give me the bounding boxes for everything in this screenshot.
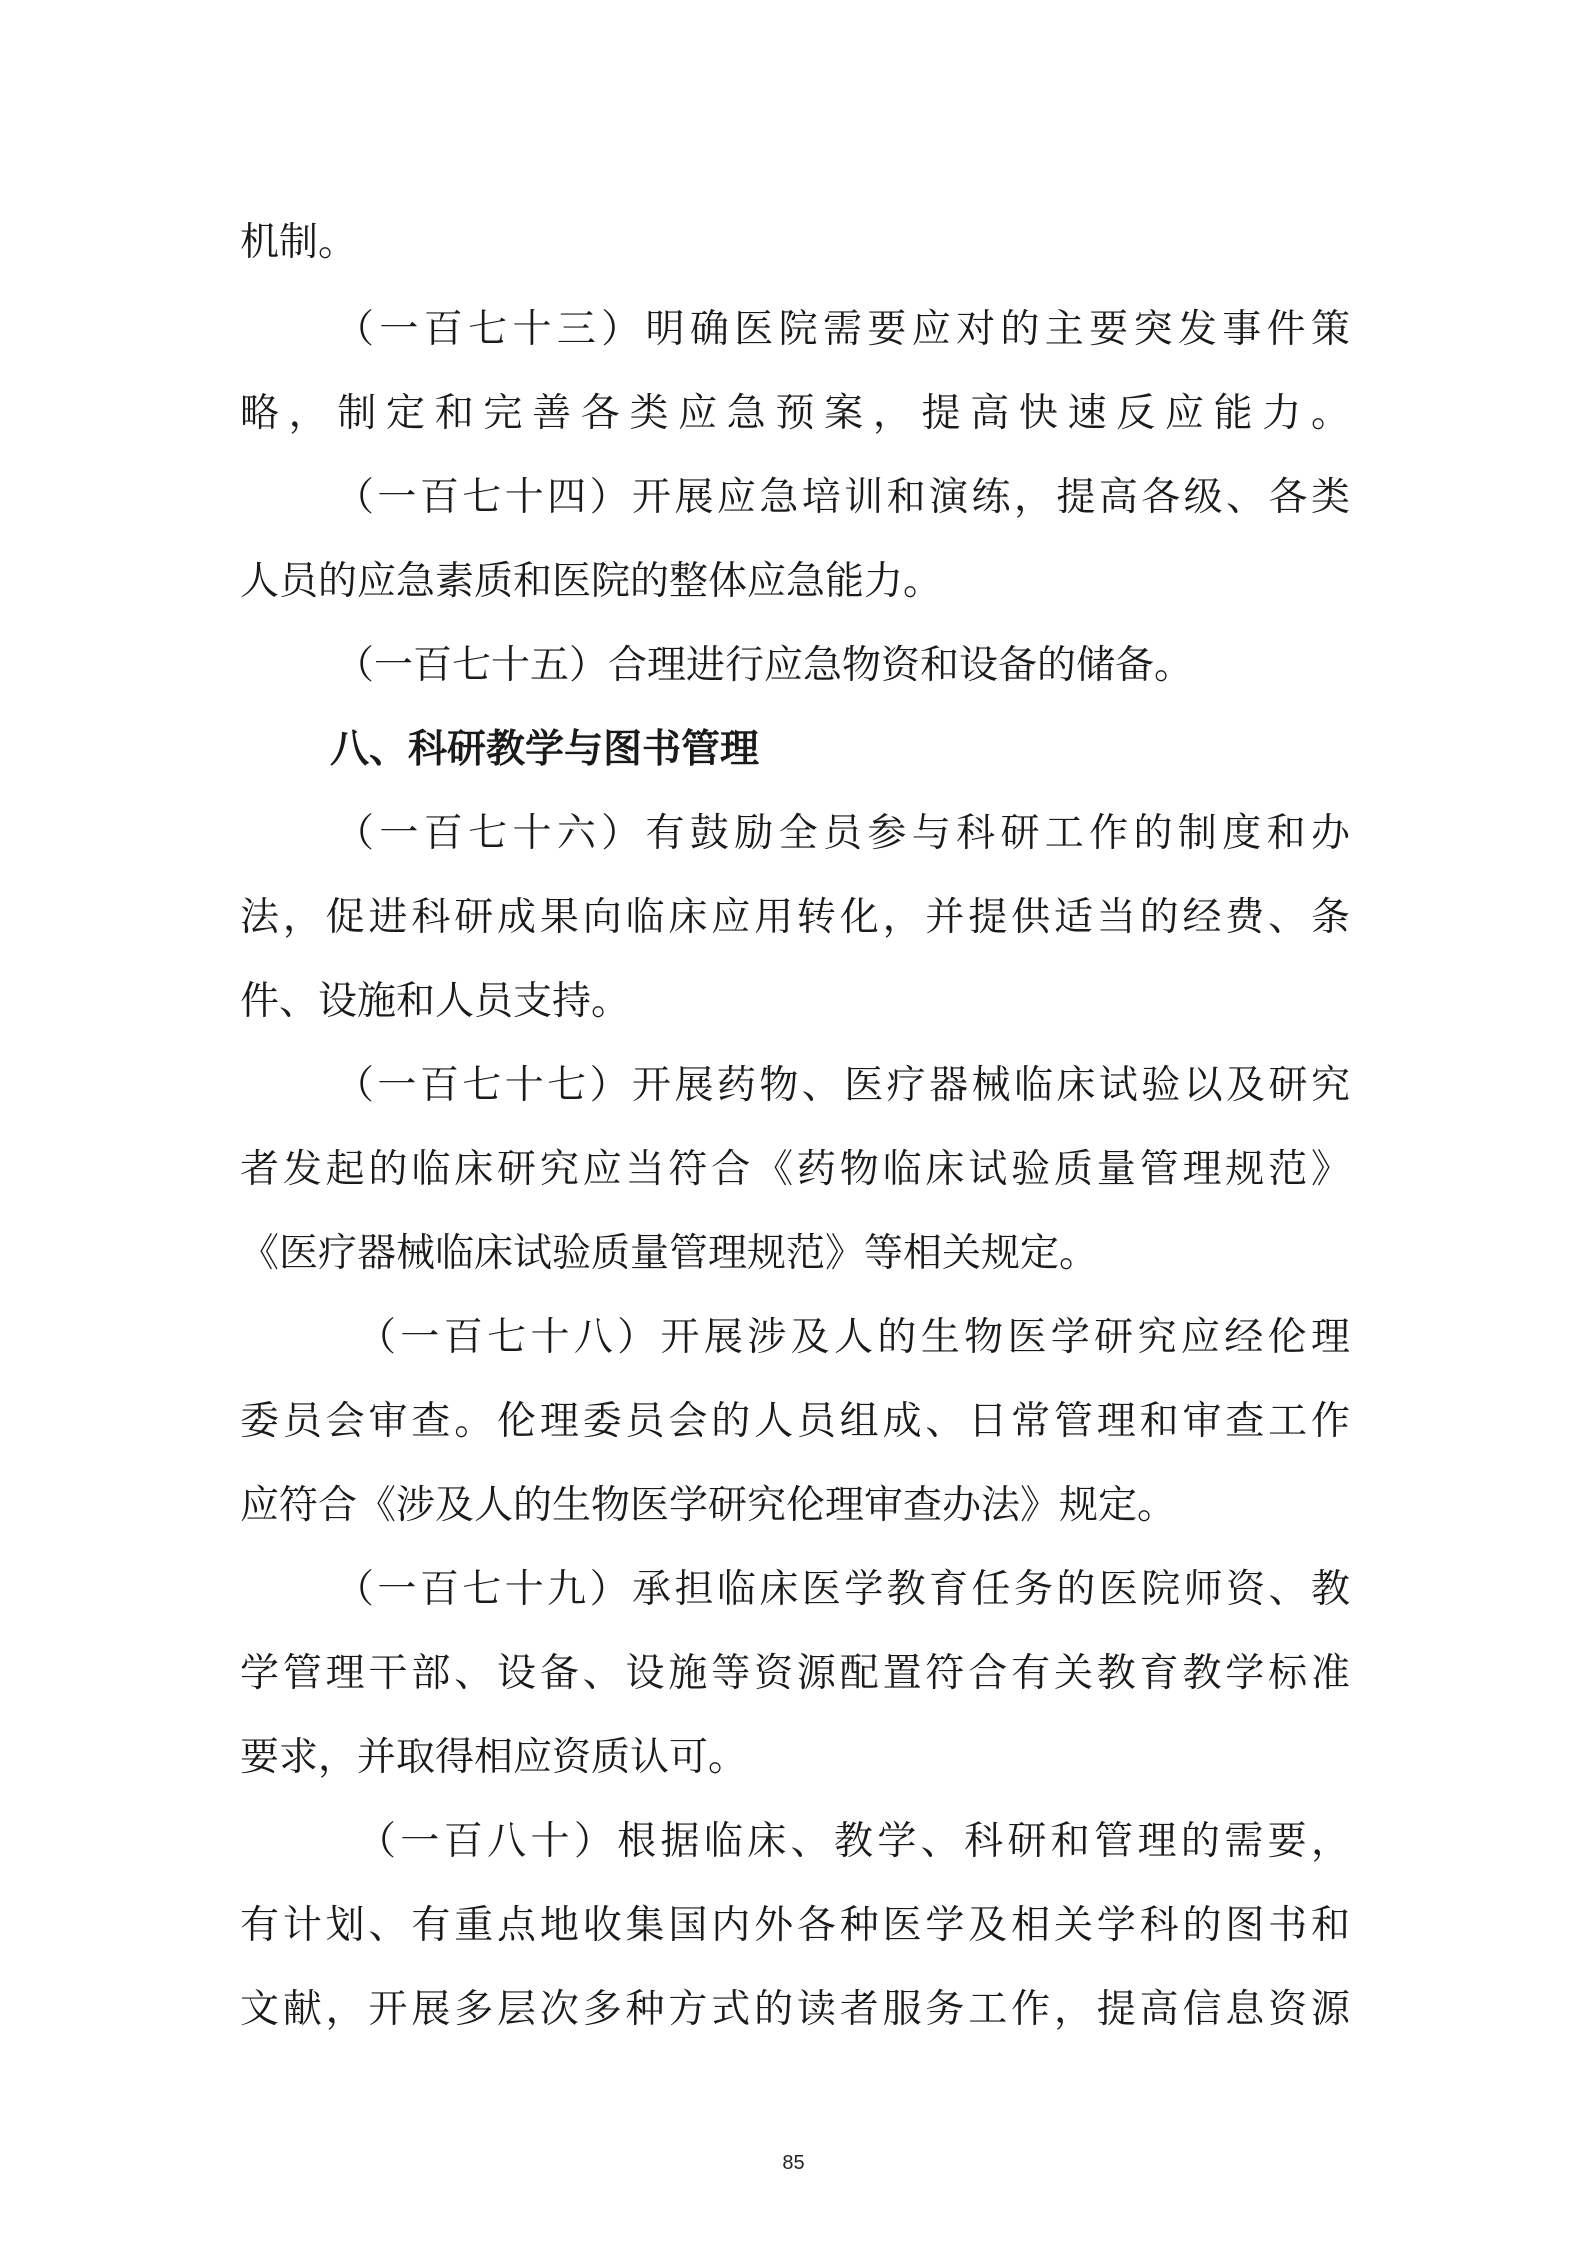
paragraph-line: （一百七十五）合理进行应急物资和设备的储备。: [335, 643, 1194, 688]
paragraph-line: 有计划、有重点地收集国内外各种医学及相关学科的图书和: [240, 1903, 1350, 1948]
paragraph-line: （一百七十六）有鼓励全员参与科研工作的制度和办: [335, 811, 1350, 856]
paragraph-line: 委员会审查。伦理委员会的人员组成、日常管理和审查工作: [240, 1399, 1350, 1444]
paragraph-line: （一百七十三）明确医院需要应对的主要突发事件策: [335, 307, 1350, 352]
paragraph-line: 人员的应急素质和医院的整体应急能力。: [240, 559, 943, 604]
paragraph-line: （一百七十四）开展应急培训和演练，提高各级、各类: [335, 475, 1350, 520]
paragraph-line: 应符合《涉及人的生物医学研究伦理审查办法》规定。: [240, 1483, 1177, 1528]
paragraph-line: 《医疗器械临床试验质量管理规范》等相关规定。: [240, 1231, 1099, 1276]
page-number: 85: [782, 2152, 805, 2174]
paragraph-line: 者发起的临床研究应当符合《药物临床试验质量管理规范》: [240, 1147, 1350, 1192]
paragraph-line: 法，促进科研成果向临床应用转化，并提供适当的经费、条: [240, 895, 1350, 940]
paragraph-line: 略，制定和完善各类应急预案，提高快速反应能力。: [240, 391, 1350, 436]
paragraph-line: （一百七十九）承担临床医学教育任务的医院师资、教: [335, 1567, 1350, 1612]
paragraph-line: 机制。: [240, 220, 358, 265]
paragraph-line: 件、设施和人员支持。: [240, 979, 631, 1024]
paragraph-line: 要求，并取得相应资质认可。: [240, 1735, 748, 1780]
paragraph-line: （一百七十七）开展药物、医疗器械临床试验以及研究: [335, 1063, 1350, 1108]
paragraph-line: （一百七十八）开展涉及人的生物医学研究应经伦理: [357, 1315, 1350, 1360]
paragraph-line: 学管理干部、设备、设施等资源配置符合有关教育教学标准: [240, 1651, 1350, 1696]
section-heading: 八、科研教学与图书管理: [330, 727, 760, 772]
paragraph-line: 文献，开展多层次多种方式的读者服务工作，提高信息资源: [240, 1987, 1350, 2032]
paragraph-line: （一百八十）根据临床、教学、科研和管理的需要，: [357, 1819, 1350, 1864]
